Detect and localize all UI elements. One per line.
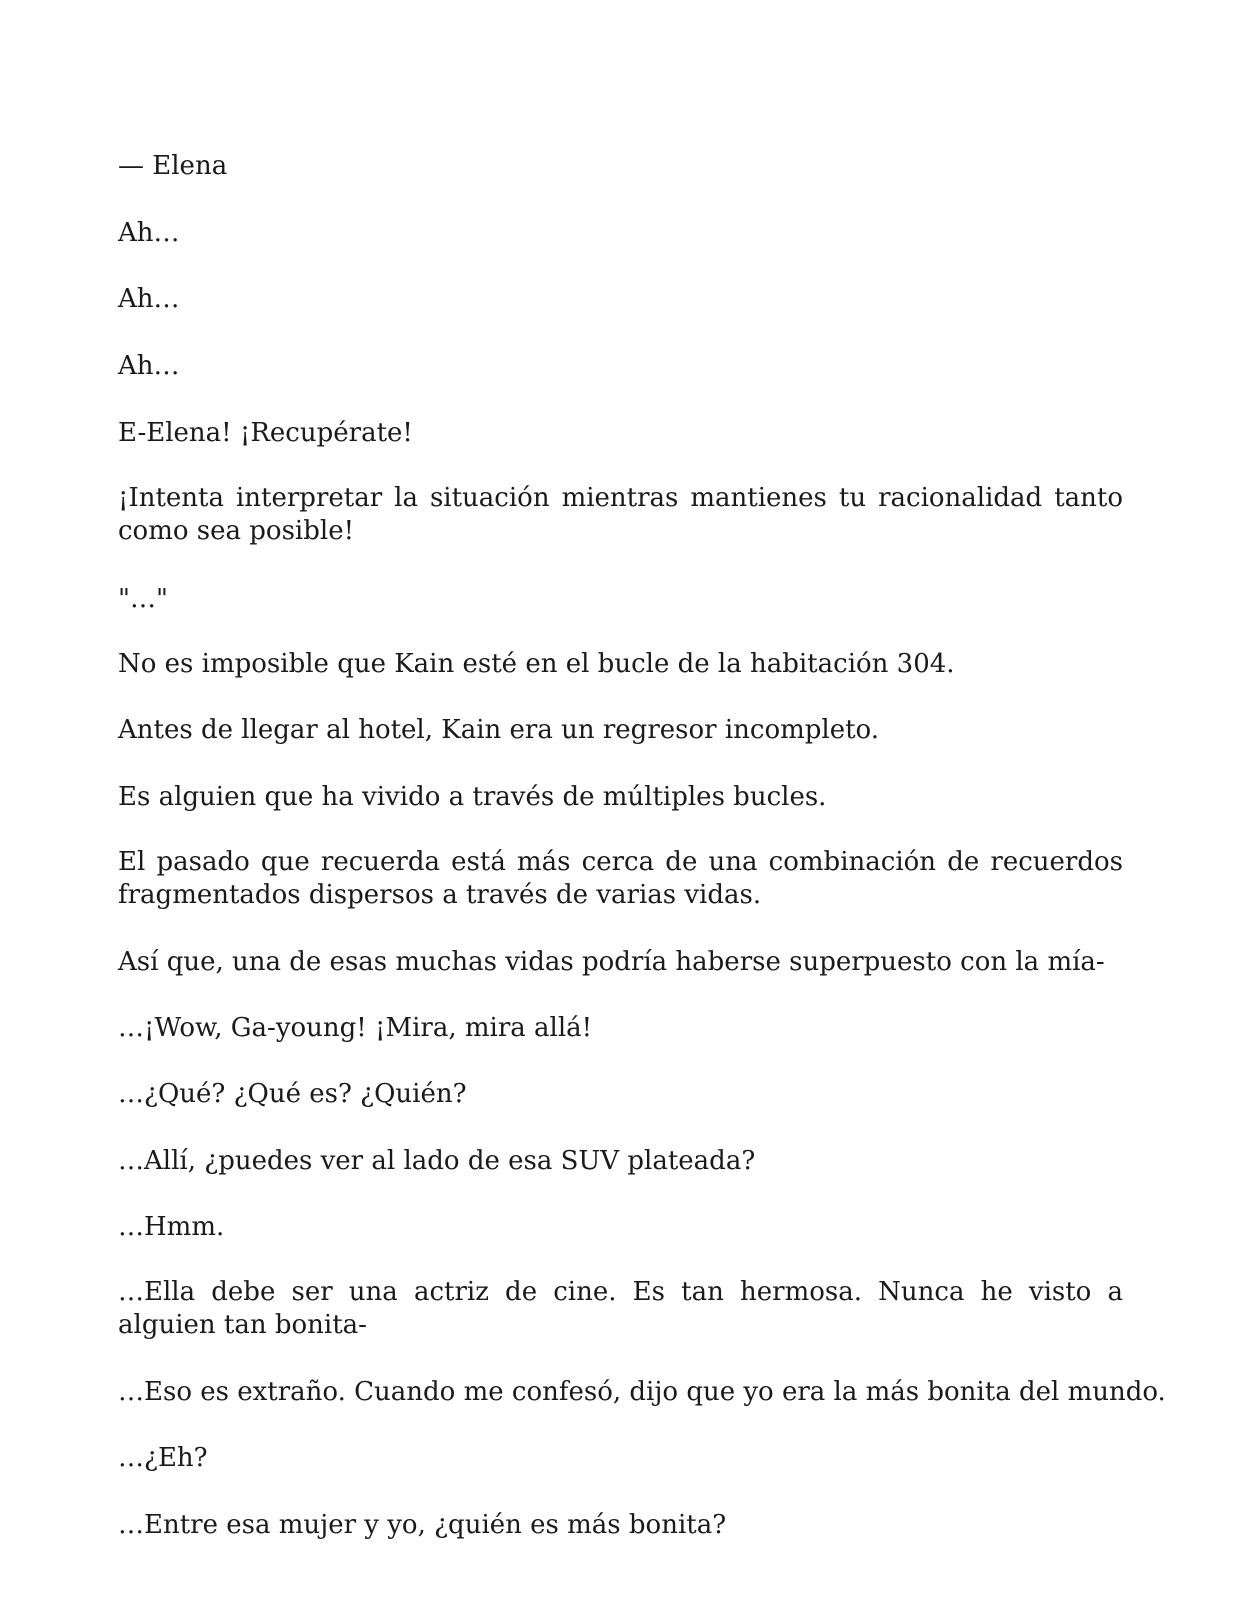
- paragraph: E-Elena! ¡Recupérate!: [118, 418, 413, 448]
- paragraph: Así que, una de esas muchas vidas podría haberse superpuesto con la mía-: [118, 947, 1105, 977]
- paragraph: Es alguien que ha vivido a través de múltiples bucles.: [118, 782, 827, 812]
- paragraph: …¡Wow, Ga-young! ¡Mira, mira allá!: [118, 1013, 593, 1043]
- paragraph: Ah…: [118, 351, 180, 381]
- paragraph: ¡Intenta interpretar la situación mientras mantienes tu racionalidad tanto como sea posible!: [118, 483, 1123, 546]
- paragraph: …Ella debe ser una actriz de cine. Es tan hermosa. Nunca he visto a alguien tan bonita-: [118, 1277, 1123, 1340]
- paragraph: …Hmm.: [118, 1212, 225, 1242]
- paragraph: …¿Qué? ¿Qué es? ¿Quién?: [118, 1079, 467, 1109]
- paragraph: — Elena: [118, 151, 228, 181]
- paragraph: …Entre esa mujer y yo, ¿quién es más bonita?: [118, 1510, 727, 1540]
- paragraph: …Allí, ¿puedes ver al lado de esa SUV plateada?: [118, 1146, 756, 1176]
- paragraph: …Eso es extraño. Cuando me confesó, dijo que yo era la más bonita del mundo.: [118, 1377, 1166, 1407]
- paragraph: Antes de llegar al hotel, Kain era un regresor incompleto.: [118, 715, 880, 745]
- paragraph: No es imposible que Kain esté en el bucle de la habitación 304.: [118, 649, 955, 679]
- paragraph: Ah…: [118, 218, 180, 248]
- paragraph: "…": [118, 584, 168, 614]
- paragraph: El pasado que recuerda está más cerca de una combinación de recuerdos fragmentados dispersos a través de varias vidas.: [118, 847, 1123, 910]
- paragraph: …¿Eh?: [118, 1443, 208, 1473]
- paragraph: Ah…: [118, 284, 180, 314]
